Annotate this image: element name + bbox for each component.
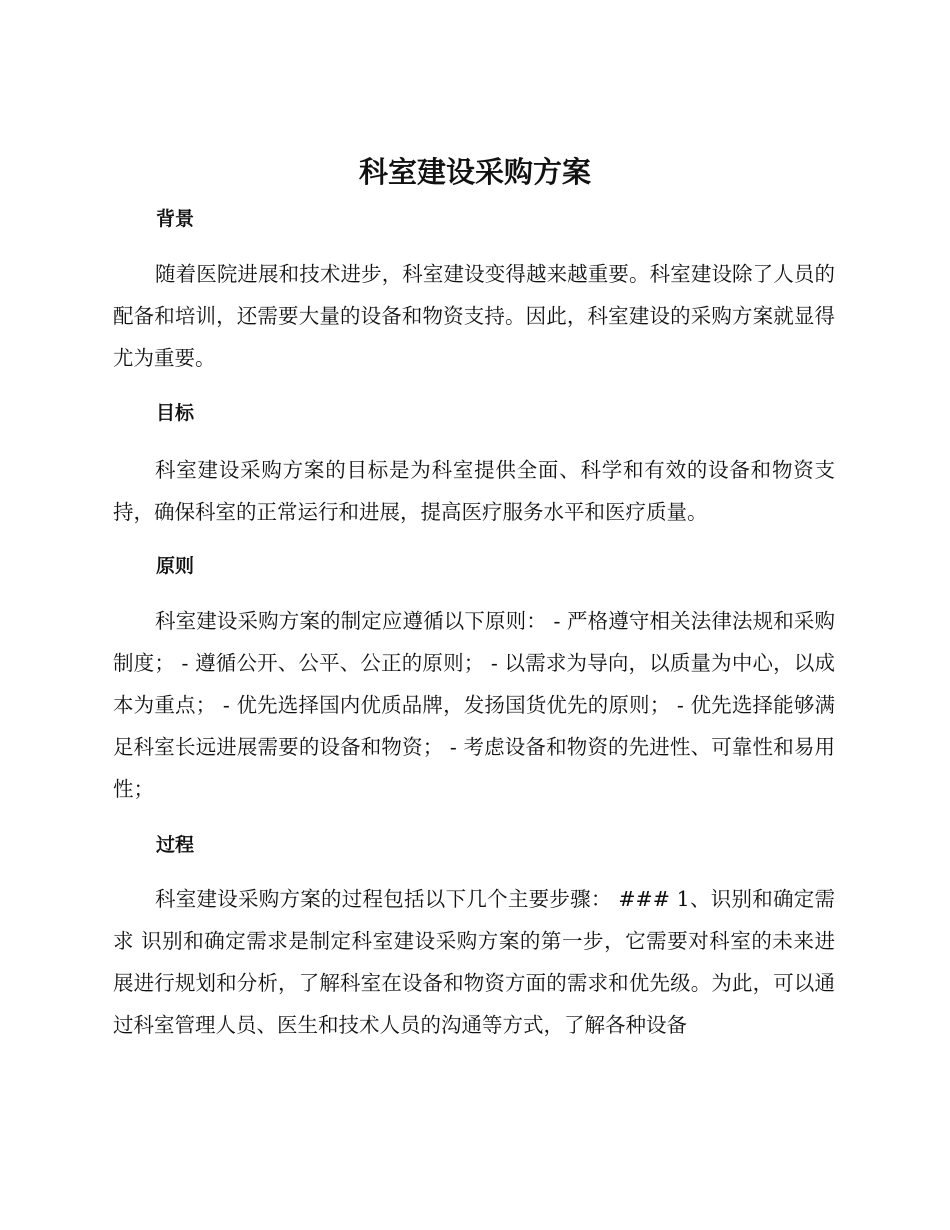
document-title: 科室建设采购方案 (358, 155, 591, 189)
section-paragraph-process: 科室建设采购方案的过程包括以下几个主要步骤： ### 1、识别和确定需求 识别和确定需求是制定科室建设采购方案的第一步，它需要对科室的未来进展进行规划和分析，了解科室在设备和物资方面的需求和优先级。为此，可以通过科室管理人员、医生和技术人员的沟通等方式，了解各种设备 (113, 887, 835, 1037)
section-paragraph-goal: 科室建设采购方案的目标是为科室提供全面、科学和有效的设备和物资支持，确保科室的正常运行和进展，提高医疗服务水平和医疗质量。 (113, 458, 835, 524)
section-heading-background: 背景 (156, 208, 195, 230)
section-heading-process: 过程 (156, 834, 195, 856)
section-heading-goal: 目标 (156, 402, 195, 424)
section-heading-principles: 原则 (156, 555, 195, 577)
section-paragraph-background: 随着医院进展和技术进步，科室建设变得越来越重要。科室建设除了人员的配备和培训，还需要大量的设备和物资支持。因此，科室建设的采购方案就显得尤为重要。 (113, 262, 835, 370)
section-paragraph-principles: 科室建设采购方案的制定应遵循以下原则： - 严格遵守相关法律法规和采购制度； - 遵循公开、公平、公正的原则； - 以需求为导向，以质量为中心，以成本为重点； - 优先选择国内优质品牌，发扬国货优先的原则； - 优先选择能够满足科室长远进展需要的设备和物资； - 考虑设备和物资的先进性、可靠性和易用性； (113, 609, 835, 801)
